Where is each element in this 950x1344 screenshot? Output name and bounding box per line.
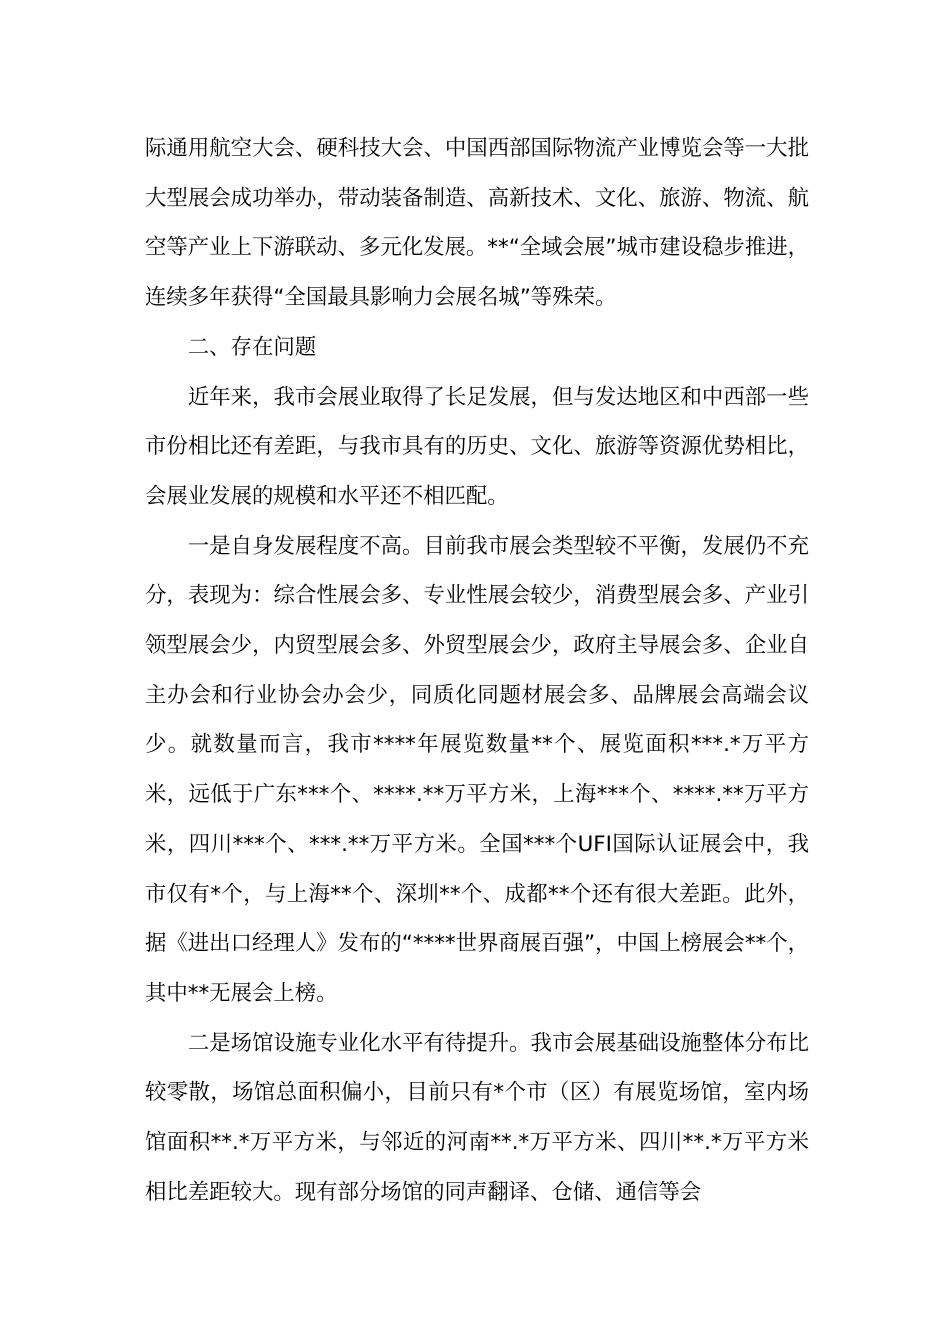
paragraph-problem-one: 一是自身发展程度不高。目前我市展会类型较不平衡，发展仍不充分，表现为：综合性展会多、专业性展会较少，消费型展会多、产业引领型展会少，内贸型展会多、外贸型展会少，政府主导展会多、企业自主办会和行业协会办会少，同质化同题材展会多、品牌展会高端会议少。就数量而言，我市****年展览数量**个、展览面积***.*万平方米，远低于广东***个、****.**万平方米，上海***个、****.**万平方米，四川***个、***.**万平方米。全国***个UFI国际认证展会中，我市仅有*个，与上海**个、深圳**个、成都**个还有很大差距。此外，据《进出口经理人》发布的“****世界商展百强”，中国上榜展会**个，其中**无展会上榜。 [145,533,809,1006]
paragraph-problems-overview: 近年来，我市会展业取得了长足发展，但与发达地区和中西部一些市份相比还有差距，与我市具有的历史、文化、旅游等资源优势相比，会展业发展的规模和水平还不相匹配。 [145,384,809,509]
body-text [145,124,809,1217]
paragraph-problem-two: 二是场馆设施专业化水平有待提升。我市会展基础设施整体分布比较零散，场馆总面积偏小，目前只有*个市（区）有展览场馆，室内场馆面积**.*万平方米，与邻近的河南**.*万平方米、四川**.*万平方米相比差距较大。现有部分场馆的同声翻译、仓储、通信等会 [145,1030,809,1205]
paragraph-achievements-continued: 际通用航空大会、硬科技大会、中国西部国际物流产业博览会等一大批大型展会成功举办，带动装备制造、高新技术、文化、旅游、物流、航空等产业上下游联动、多元化发展。**“全域会展”城市建设稳步推进，连续多年获得“全国最具影响力会展名城”等殊荣。 [145,136,809,311]
section-heading-existing-problems: 二、存在问题 [145,334,317,360]
